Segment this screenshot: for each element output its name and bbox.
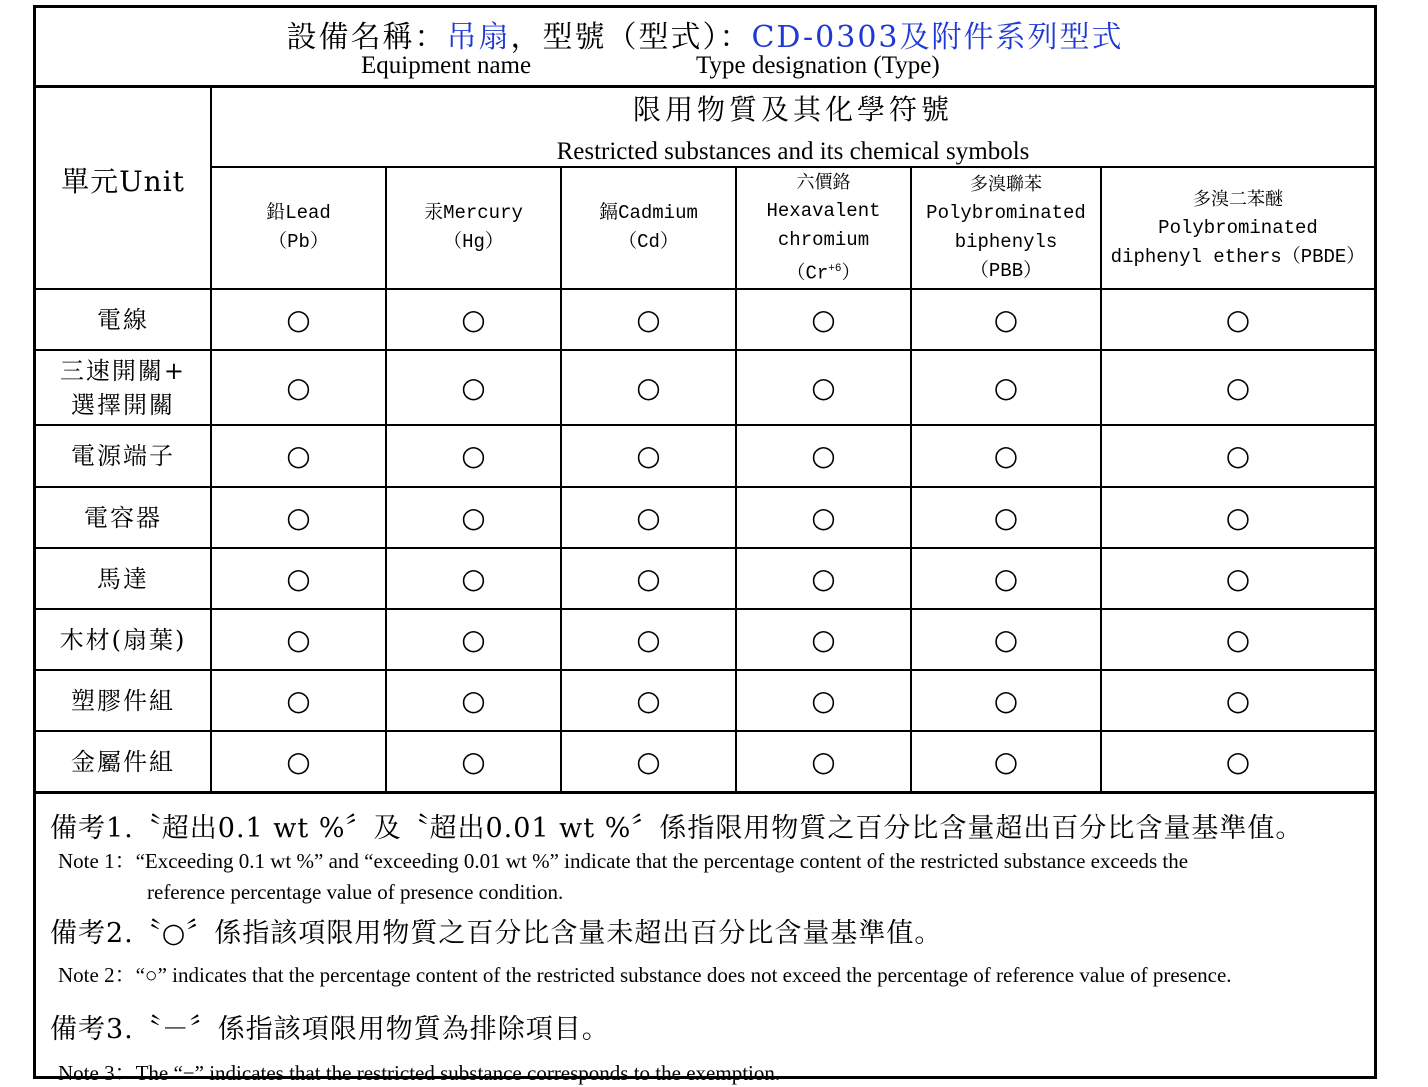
mark-cell: [911, 609, 1101, 670]
equipment-name-en: Equipment name: [361, 52, 532, 79]
restricted-substances-table: [36, 85, 1374, 794]
table-row: [36, 548, 1374, 609]
compliance-mark: ○: [1225, 683, 1251, 717]
equipment-title: [36, 12, 1374, 56]
unit-name: 金屬件組: [36, 731, 211, 792]
mark-cell: [911, 289, 1101, 350]
mark-cell: [211, 289, 386, 350]
compliance-mark: ○: [993, 370, 1019, 404]
mark-cell: [386, 670, 561, 731]
type-value: CD-0303及附件系列型式: [751, 20, 1124, 55]
substance-header-line: diphenyl ethers（PBDE）: [1110, 245, 1366, 268]
table-row: [36, 425, 1374, 487]
compliance-mark: ○: [461, 302, 486, 336]
compliance-mark: ○: [993, 622, 1019, 656]
unit-name: 電容器: [36, 487, 211, 548]
mark-cell: [736, 425, 911, 487]
table-row: [36, 609, 1374, 670]
compliance-mark: ○: [636, 561, 661, 595]
mark-cell: [1101, 731, 1374, 792]
substance-header-line: 多溴聯苯: [970, 174, 1042, 196]
unit-name: 電線: [36, 289, 211, 350]
mark-cell: [911, 350, 1101, 425]
mark-cell: [211, 670, 386, 731]
mark-cell: [561, 731, 736, 792]
table-row: [36, 670, 1374, 731]
mark-cell: [386, 350, 561, 425]
mark-cell: [561, 289, 736, 350]
mark-cell: [211, 609, 386, 670]
compliance-mark: ○: [1225, 622, 1251, 656]
substance-header-line: Polybrominated: [1158, 216, 1318, 239]
equipment-header: [36, 8, 1374, 88]
notes-section: [50, 806, 1364, 1087]
substance-column-header: [1101, 167, 1374, 289]
compliance-mark: ○: [1225, 439, 1251, 473]
unit-name: 馬達: [36, 548, 211, 609]
compliance-mark: ○: [461, 744, 486, 778]
mark-cell: [386, 548, 561, 609]
mark-cell: [736, 731, 911, 792]
compliance-mark: ○: [811, 302, 836, 336]
unit-name: 木材(扇葉): [36, 609, 211, 670]
mark-cell: [386, 609, 561, 670]
mark-cell: [911, 670, 1101, 731]
mark-cell: [1101, 425, 1374, 487]
compliance-mark: ○: [636, 370, 661, 404]
table-row: [36, 289, 1374, 350]
type-label: 型號（型式）：: [542, 20, 752, 55]
mark-cell: [911, 548, 1101, 609]
table-row: [36, 487, 1374, 548]
compliance-mark: ○: [461, 561, 486, 595]
compliance-mark: ○: [286, 561, 311, 595]
substance-header-line: biphenyls: [954, 231, 1058, 254]
note3-en: Note 3：The “−” indicates that the restricted substance corresponds to the exemption.: [58, 1061, 781, 1085]
compliance-mark: ○: [461, 683, 486, 717]
compliance-mark: ○: [811, 561, 836, 595]
mark-cell: [561, 350, 736, 425]
compliance-mark: ○: [636, 439, 661, 473]
substance-header-line: 汞Mercury: [424, 202, 523, 225]
table-row: [36, 350, 1374, 425]
compliance-mark: ○: [286, 439, 311, 473]
substance-column-header: [911, 167, 1101, 289]
mark-cell: [211, 487, 386, 548]
substance-header-line: chromium: [777, 229, 870, 251]
compliance-mark: ○: [286, 370, 311, 404]
substance-header-line: 多溴二苯醚: [1193, 188, 1283, 210]
table-row: [36, 731, 1374, 792]
substance-column-header: [211, 167, 386, 289]
mark-cell: [1101, 548, 1374, 609]
substance-header-line: Polybrominated: [926, 202, 1086, 225]
substance-header-line: （Cd）: [618, 231, 679, 254]
substance-column-header: [736, 167, 911, 289]
mark-cell: [211, 548, 386, 609]
mark-cell: [1101, 289, 1374, 350]
mark-cell: [736, 350, 911, 425]
mark-cell: [911, 487, 1101, 548]
mark-cell: [736, 609, 911, 670]
compliance-mark: ○: [993, 302, 1019, 336]
compliance-mark: ○: [461, 370, 486, 404]
compliance-mark: ○: [993, 500, 1019, 534]
mark-cell: [1101, 670, 1374, 731]
substance-header-line: （Hg）: [443, 231, 504, 254]
note1-en-continued: reference percentage value of presence condition.: [147, 880, 564, 904]
compliance-mark: ○: [286, 302, 311, 336]
mark-cell: [211, 731, 386, 792]
substance-header-line: $(Cr^{+6})$: [786, 262, 861, 285]
mark-cell: [1101, 487, 1374, 548]
compliance-mark: ○: [811, 683, 836, 717]
compliance-mark: ○: [636, 302, 661, 336]
compliance-mark: ○: [811, 622, 836, 656]
unit-name: 塑膠件組: [36, 670, 211, 731]
substance-column-header: [386, 167, 561, 289]
compliance-mark: ○: [636, 744, 661, 778]
compliance-mark: ○: [1225, 561, 1251, 595]
mark-cell: [561, 609, 736, 670]
declaration-frame: [33, 5, 1377, 1085]
unit-name: 三速開關+ 選擇開關: [36, 350, 211, 425]
mark-cell: [736, 289, 911, 350]
compliance-mark: ○: [461, 622, 486, 656]
mark-cell: [736, 487, 911, 548]
substance-header-line: （PBB）: [969, 260, 1043, 283]
mark-cell: [386, 289, 561, 350]
compliance-mark: ○: [1225, 370, 1251, 404]
substance-column-header: [561, 167, 736, 289]
type-designation-en: Type designation (Type): [696, 52, 940, 79]
mark-cell: [386, 731, 561, 792]
compliance-mark: ○: [286, 500, 311, 534]
title-separator: ，: [510, 20, 543, 55]
unit-header: 單元Unit: [36, 86, 211, 289]
mark-cell: [561, 487, 736, 548]
mark-cell: [911, 731, 1101, 792]
mark-cell: [561, 425, 736, 487]
compliance-mark: ○: [811, 370, 836, 404]
mark-cell: [386, 487, 561, 548]
compliance-mark: ○: [1225, 744, 1251, 778]
mark-cell: [911, 425, 1101, 487]
substance-header-line: 六價鉻: [796, 172, 851, 193]
mark-cell: [736, 670, 911, 731]
restricted-substances-header: [211, 86, 1374, 167]
substance-header-line: Hexavalent: [766, 200, 881, 222]
compliance-mark: ○: [636, 683, 661, 717]
unit-name: 電源端子: [36, 425, 211, 487]
compliance-mark: ○: [993, 744, 1019, 778]
compliance-mark: ○: [461, 500, 486, 534]
equipment-value: 吊扇: [446, 20, 511, 55]
substance-header-line: 鎘Cadmium: [599, 202, 698, 225]
compliance-mark: ○: [286, 683, 311, 717]
compliance-mark: ○: [993, 561, 1019, 595]
mark-cell: [561, 548, 736, 609]
mark-cell: [1101, 609, 1374, 670]
compliance-mark: ○: [286, 622, 311, 656]
mark-cell: [736, 548, 911, 609]
compliance-mark: ○: [1225, 302, 1251, 336]
compliance-mark: ○: [811, 744, 836, 778]
substance-header-line: （Pb）: [268, 231, 329, 254]
note2-zh: 備考2.〝○〞係指該項限用物質之百分比含量未超出百分比含量基準值。: [50, 918, 943, 949]
note1-zh: 備考1.〝超出0.1 wt %〞及〝超出0.01 wt %〞係指限用物質之百分比含量超出百分比含量基準值。: [50, 813, 1304, 844]
equipment-label: 設備名稱：: [286, 20, 447, 55]
compliance-mark: ○: [636, 500, 661, 534]
compliance-mark: ○: [636, 622, 661, 656]
compliance-mark: ○: [811, 500, 836, 534]
substance-header-line: 鉛Lead: [266, 202, 331, 225]
mark-cell: [1101, 350, 1374, 425]
compliance-mark: ○: [1225, 500, 1251, 534]
note1-en: Note 1：“Exceeding 0.1 wt %” and “exceeding 0.01 wt %” indicate that the percentage content of the restricted substance exceeds the: [58, 849, 1189, 873]
compliance-mark: ○: [461, 439, 486, 473]
compliance-mark: ○: [993, 683, 1019, 717]
mark-cell: [211, 350, 386, 425]
mark-cell: [386, 425, 561, 487]
compliance-mark: ○: [811, 439, 836, 473]
mark-cell: [561, 670, 736, 731]
compliance-mark: ○: [993, 439, 1019, 473]
restricted-substances-zh: 限用物質及其化學符號: [632, 92, 953, 126]
mark-cell: [211, 425, 386, 487]
restricted-substances-en: Restricted substances and its chemical symbols: [556, 137, 1030, 165]
compliance-mark: ○: [286, 744, 311, 778]
note3-zh: 備考3.〝－〞係指該項限用物質為排除項目。: [50, 1014, 610, 1045]
note2-en: Note 2：“○” indicates that the percentage content of the restricted substance does not exceed the percentage of reference value of presence.: [58, 963, 1232, 987]
